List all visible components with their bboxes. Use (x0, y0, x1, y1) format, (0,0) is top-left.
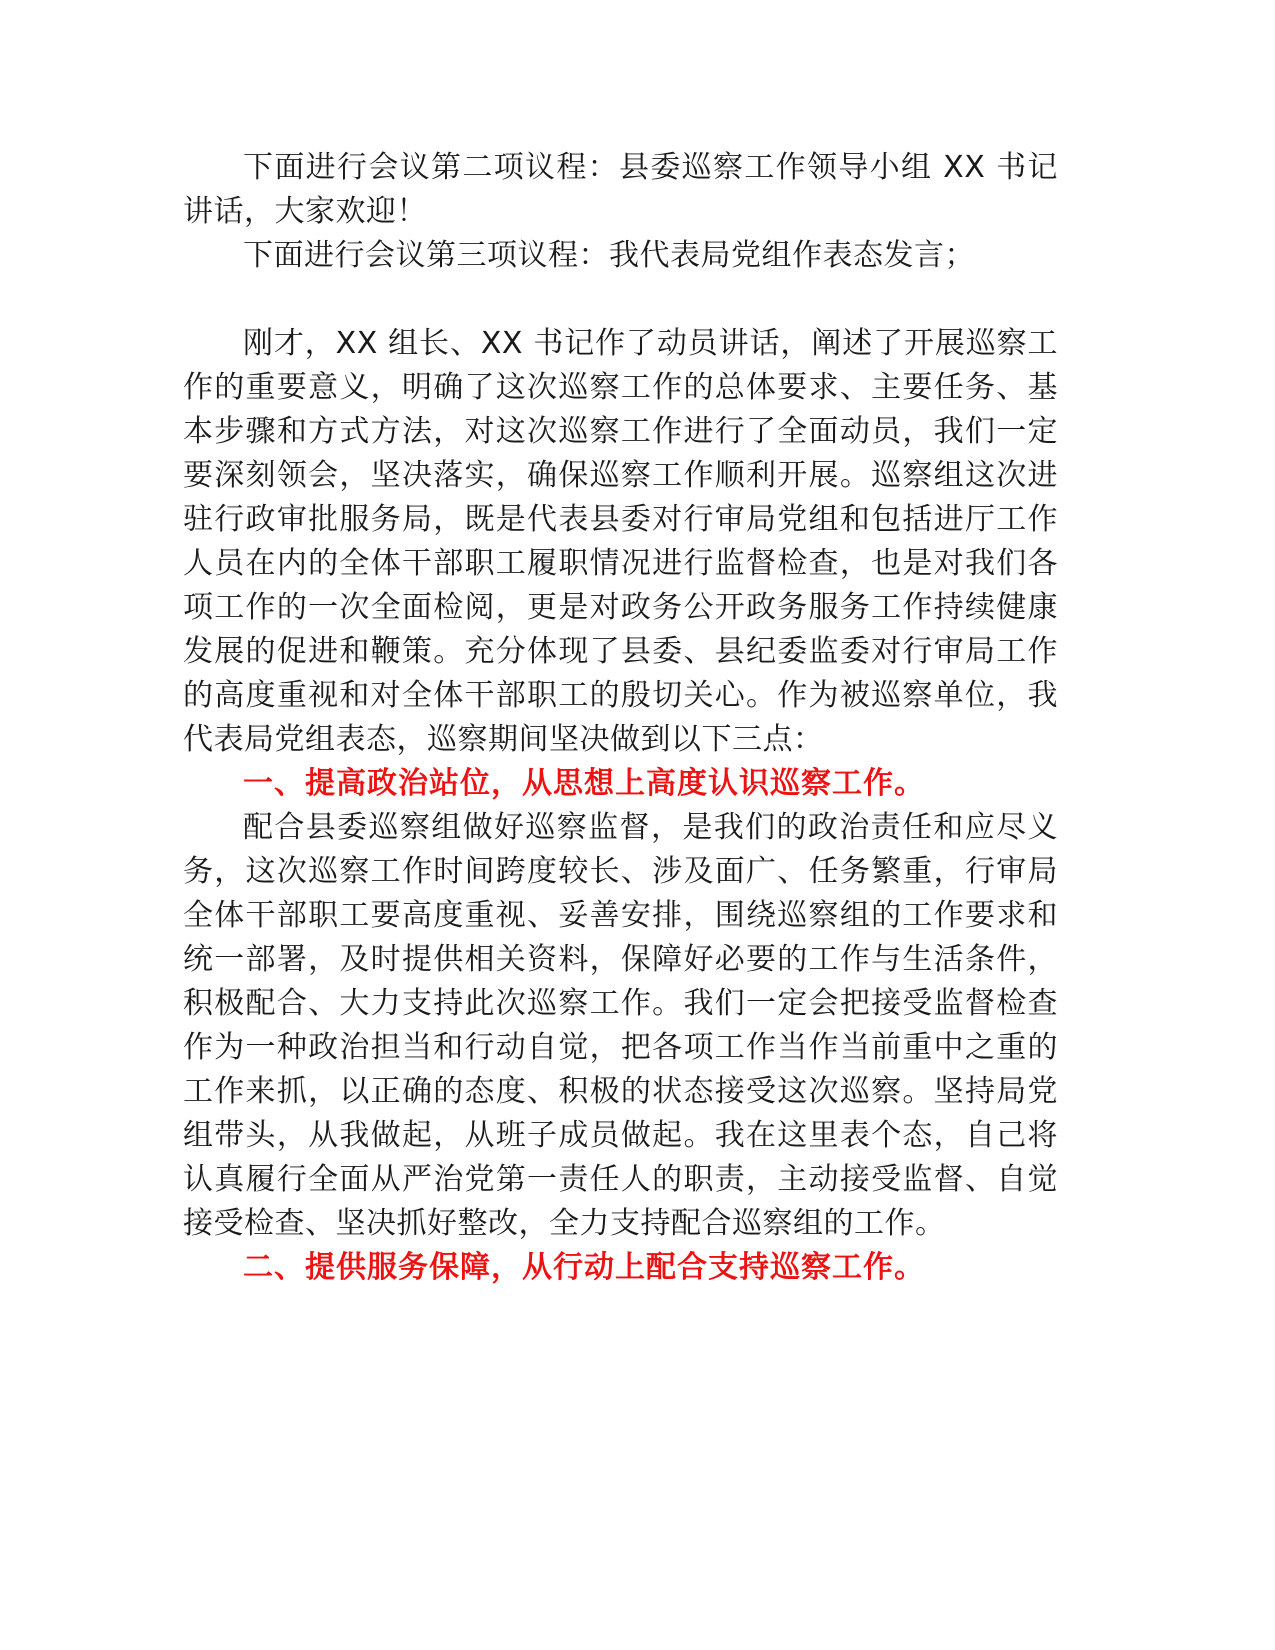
section-one-paragraph: 配合县委巡察组做好巡察监督，是我们的政治责任和应尽义务，这次巡察工作时间跨度较长、涉及面广、任务繁重，行审局全体干部职工要高度重视、妥善安排，围绕巡察组的工作要求和统一部署，及时提供相关资料，保障好必要的工作与生活条件，积极配合、大力支持此次巡察工作。我们一定会把接受监督检查作为一种政治担当和行动自觉，把各项工作当作当前重中之重的工作来抓，以正确的态度、积极的状态接受这次巡察。坚持局党组带头，从我做起，从班子成员做起。我在这里表个态，自己将认真履行全面从严治党第一责任人的职责，主动接受监督、自觉接受检查、坚决抓好整改，全力支持配合巡察组的工作。 (183, 810, 1058, 1241)
blank-line (183, 278, 1058, 322)
statement-intro-paragraph: 刚才，XX 组长、XX 书记作了动员讲话，阐述了开展巡察工作的重要意义，明确了这次巡察工作的总体要求、主要任务、基本步骤和方式方法，对这次巡察工作进行了全面动员，我们一定要深刻领会，坚决落实，确保巡察工作顺利开展。巡察组这次进驻行政审批服务局，既是代表县委对行审局党组和包括进厅工作人员在内的全体干部职工履职情况进行监督检查，也是对我们各项工作的一次全面检阅，更是对政务公开政务服务工作持续健康发展的促进和鞭策。充分体现了县委、县纪委监委对行审局工作的高度重视和对全体干部职工的殷切关心。作为被巡察单位，我代表局党组表态，巡察期间坚决做到以下三点： (183, 326, 1058, 757)
document-body (183, 146, 1058, 1290)
agenda-item-two: 下面进行会议第二项议程：县委巡察工作领导小组 XX 书记讲话，大家欢迎！ (183, 150, 1058, 229)
agenda-item-three: 下面进行会议第三项议程：我代表局党组作表态发言； (243, 238, 975, 273)
section-heading-two: 二、提供服务保障，从行动上配合支持巡察工作。 (243, 1250, 925, 1285)
section-heading-one: 一、提高政治站位，从思想上高度认识巡察工作。 (243, 766, 925, 801)
